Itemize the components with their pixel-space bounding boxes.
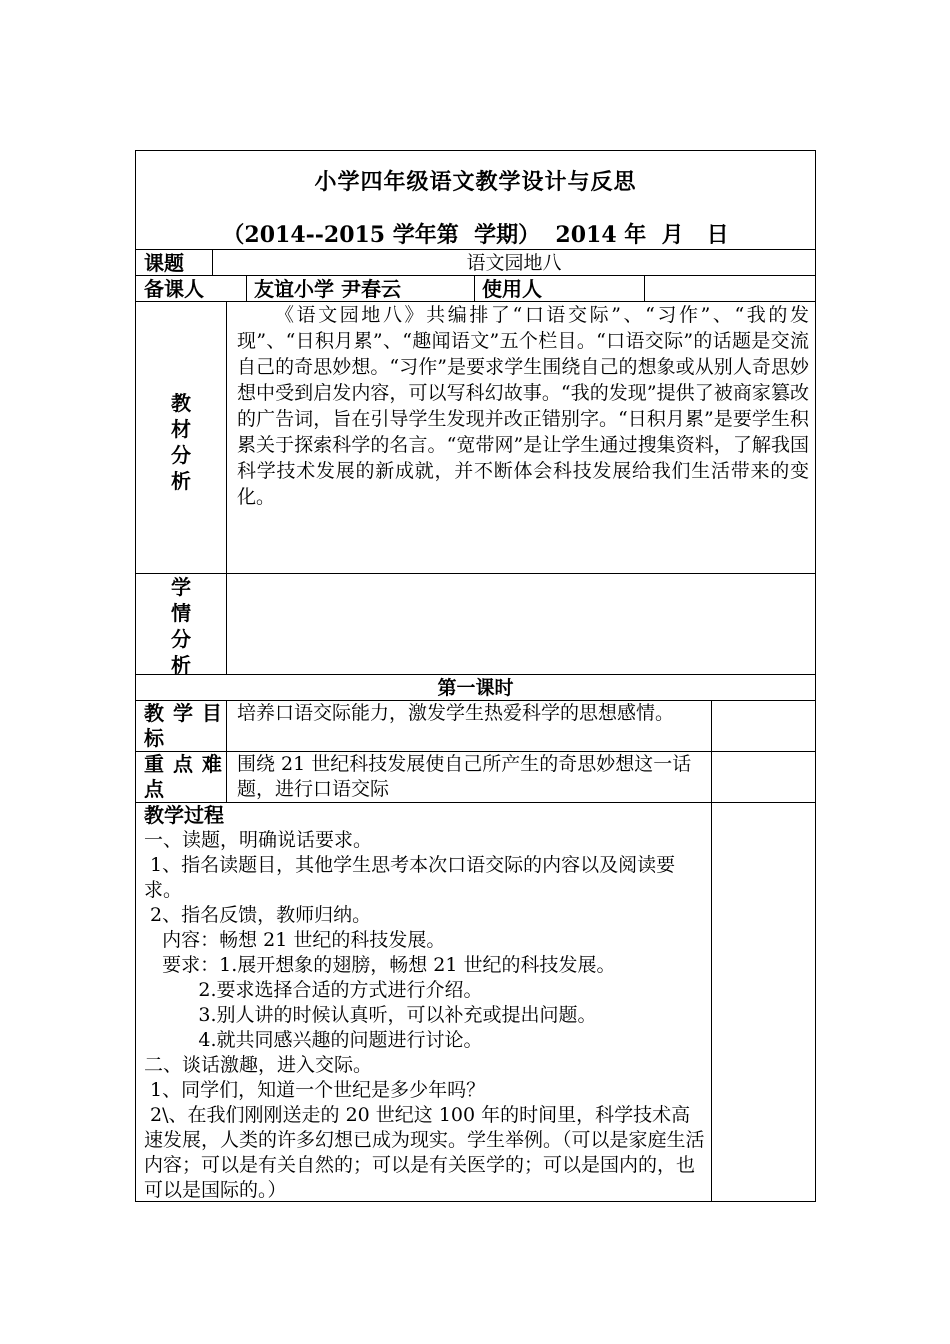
label-char: 情 [171,601,191,625]
student-analysis-cell [226,574,815,674]
textbook-analysis-label [136,390,226,494]
topic-value: 语文园地八 [466,252,562,274]
keypoints-label: 重 点 难 点 [144,752,223,801]
textbook-analysis-row [135,301,816,573]
label-char: 分 [171,627,191,651]
process-line: 1、同学们，知道一个世纪是多少年吗？ [144,1079,486,1101]
preparer-label: 备课人 [144,277,204,301]
process-cell [144,803,706,1201]
goals-row [135,700,816,751]
label-char: 材 [171,417,191,441]
preparer-value: 友谊小学 尹春云 [254,277,401,301]
process-line: 4.就共同感兴趣的问题进行讨论。 [144,1029,483,1051]
lesson-title: 第一课时 [437,677,514,699]
student-analysis-label [136,574,226,678]
process-line: 要求：1.展开想象的翅膀，畅想 21 世纪的科技发展。 [144,954,616,976]
page-title: 小学四年级语文教学设计与反思 [314,169,637,195]
textbook-analysis-cell [226,302,815,573]
process-label: 教学过程 [144,803,224,827]
process-line: 内容：畅想 21 世纪的科技发展。 [144,929,446,951]
divider [644,276,645,301]
process-line: 3.别人讲的时候认真听，可以补充或提出问题。 [144,1004,597,1026]
process-line: 1、指名读题目，其他学生思考本次口语交际的内容以及阅读要求。 [144,854,676,901]
process-line: 二、谈话激趣，进入交际。 [144,1054,373,1076]
label-char: 析 [171,653,191,677]
divider [711,803,712,1201]
preparer-row [135,275,816,301]
student-analysis-row [135,573,816,677]
user-label: 使用人 [482,277,542,301]
label-char: 教 [171,391,191,415]
label-char: 分 [171,443,191,467]
process-row [135,802,816,1202]
keypoints-row [135,751,816,802]
divider [711,701,712,751]
textbook-analysis-text: 《语文园地八》共编排了“口语交际”、“习作”、“我的发现”、“日积月累”、“趣闻语文”五个栏目。“口语交际”的话题是交流自己的奇思妙想。“习作”是要求学生围绕自己的想象或从别人奇思妙想中受到启发内容，可以写科幻故事。“我的发现”提供了被商家篡改的广告词，旨在引导学生发现并改正错别字。“日积月累”是要学生积累关于探索科学的名言。“宽带网”是让学生通过搜集资料，了解我国科学技术发展的新成就，并不断体会科技发展给我们生活带来的变化。 [237,304,809,508]
divider [474,276,475,301]
divider [711,752,712,802]
topic-label: 课题 [144,251,184,275]
lesson-plan-table [135,150,816,1202]
page-subtitle: （2014--2015 学年第 学期） 2014 年 月 日 [222,222,729,248]
topic-row [135,249,816,275]
process-line: 2、指名反馈，教师归纳。 [144,904,372,926]
divider [246,276,247,301]
lesson-title-row [135,674,816,700]
goals-text: 培养口语交际能力，激发学生热爱科学的思想感情。 [226,701,711,751]
keypoints-text: 围绕 21 世纪科技发展使自己所产生的奇思妙想这一话题，进行口语交际 [226,752,711,802]
header-row [135,150,816,249]
process-line: 2.要求选择合适的方式进行介绍。 [144,979,483,1001]
goals-label: 教 学 目 标 [144,701,223,750]
label-char: 学 [171,575,191,599]
process-line: 一、读题，明确说话要求。 [144,829,373,851]
process-line: 2\、在我们刚刚送走的 20 世纪这 100 年的时间里，科学技术高速发展，人类的许多幻想已成为现实。学生举例。（可以是家庭生活内容；可以是有关自然的；可以是有关医学的；可以是国内的，也可以是国际的。） [144,1104,705,1201]
label-char: 析 [171,469,191,493]
